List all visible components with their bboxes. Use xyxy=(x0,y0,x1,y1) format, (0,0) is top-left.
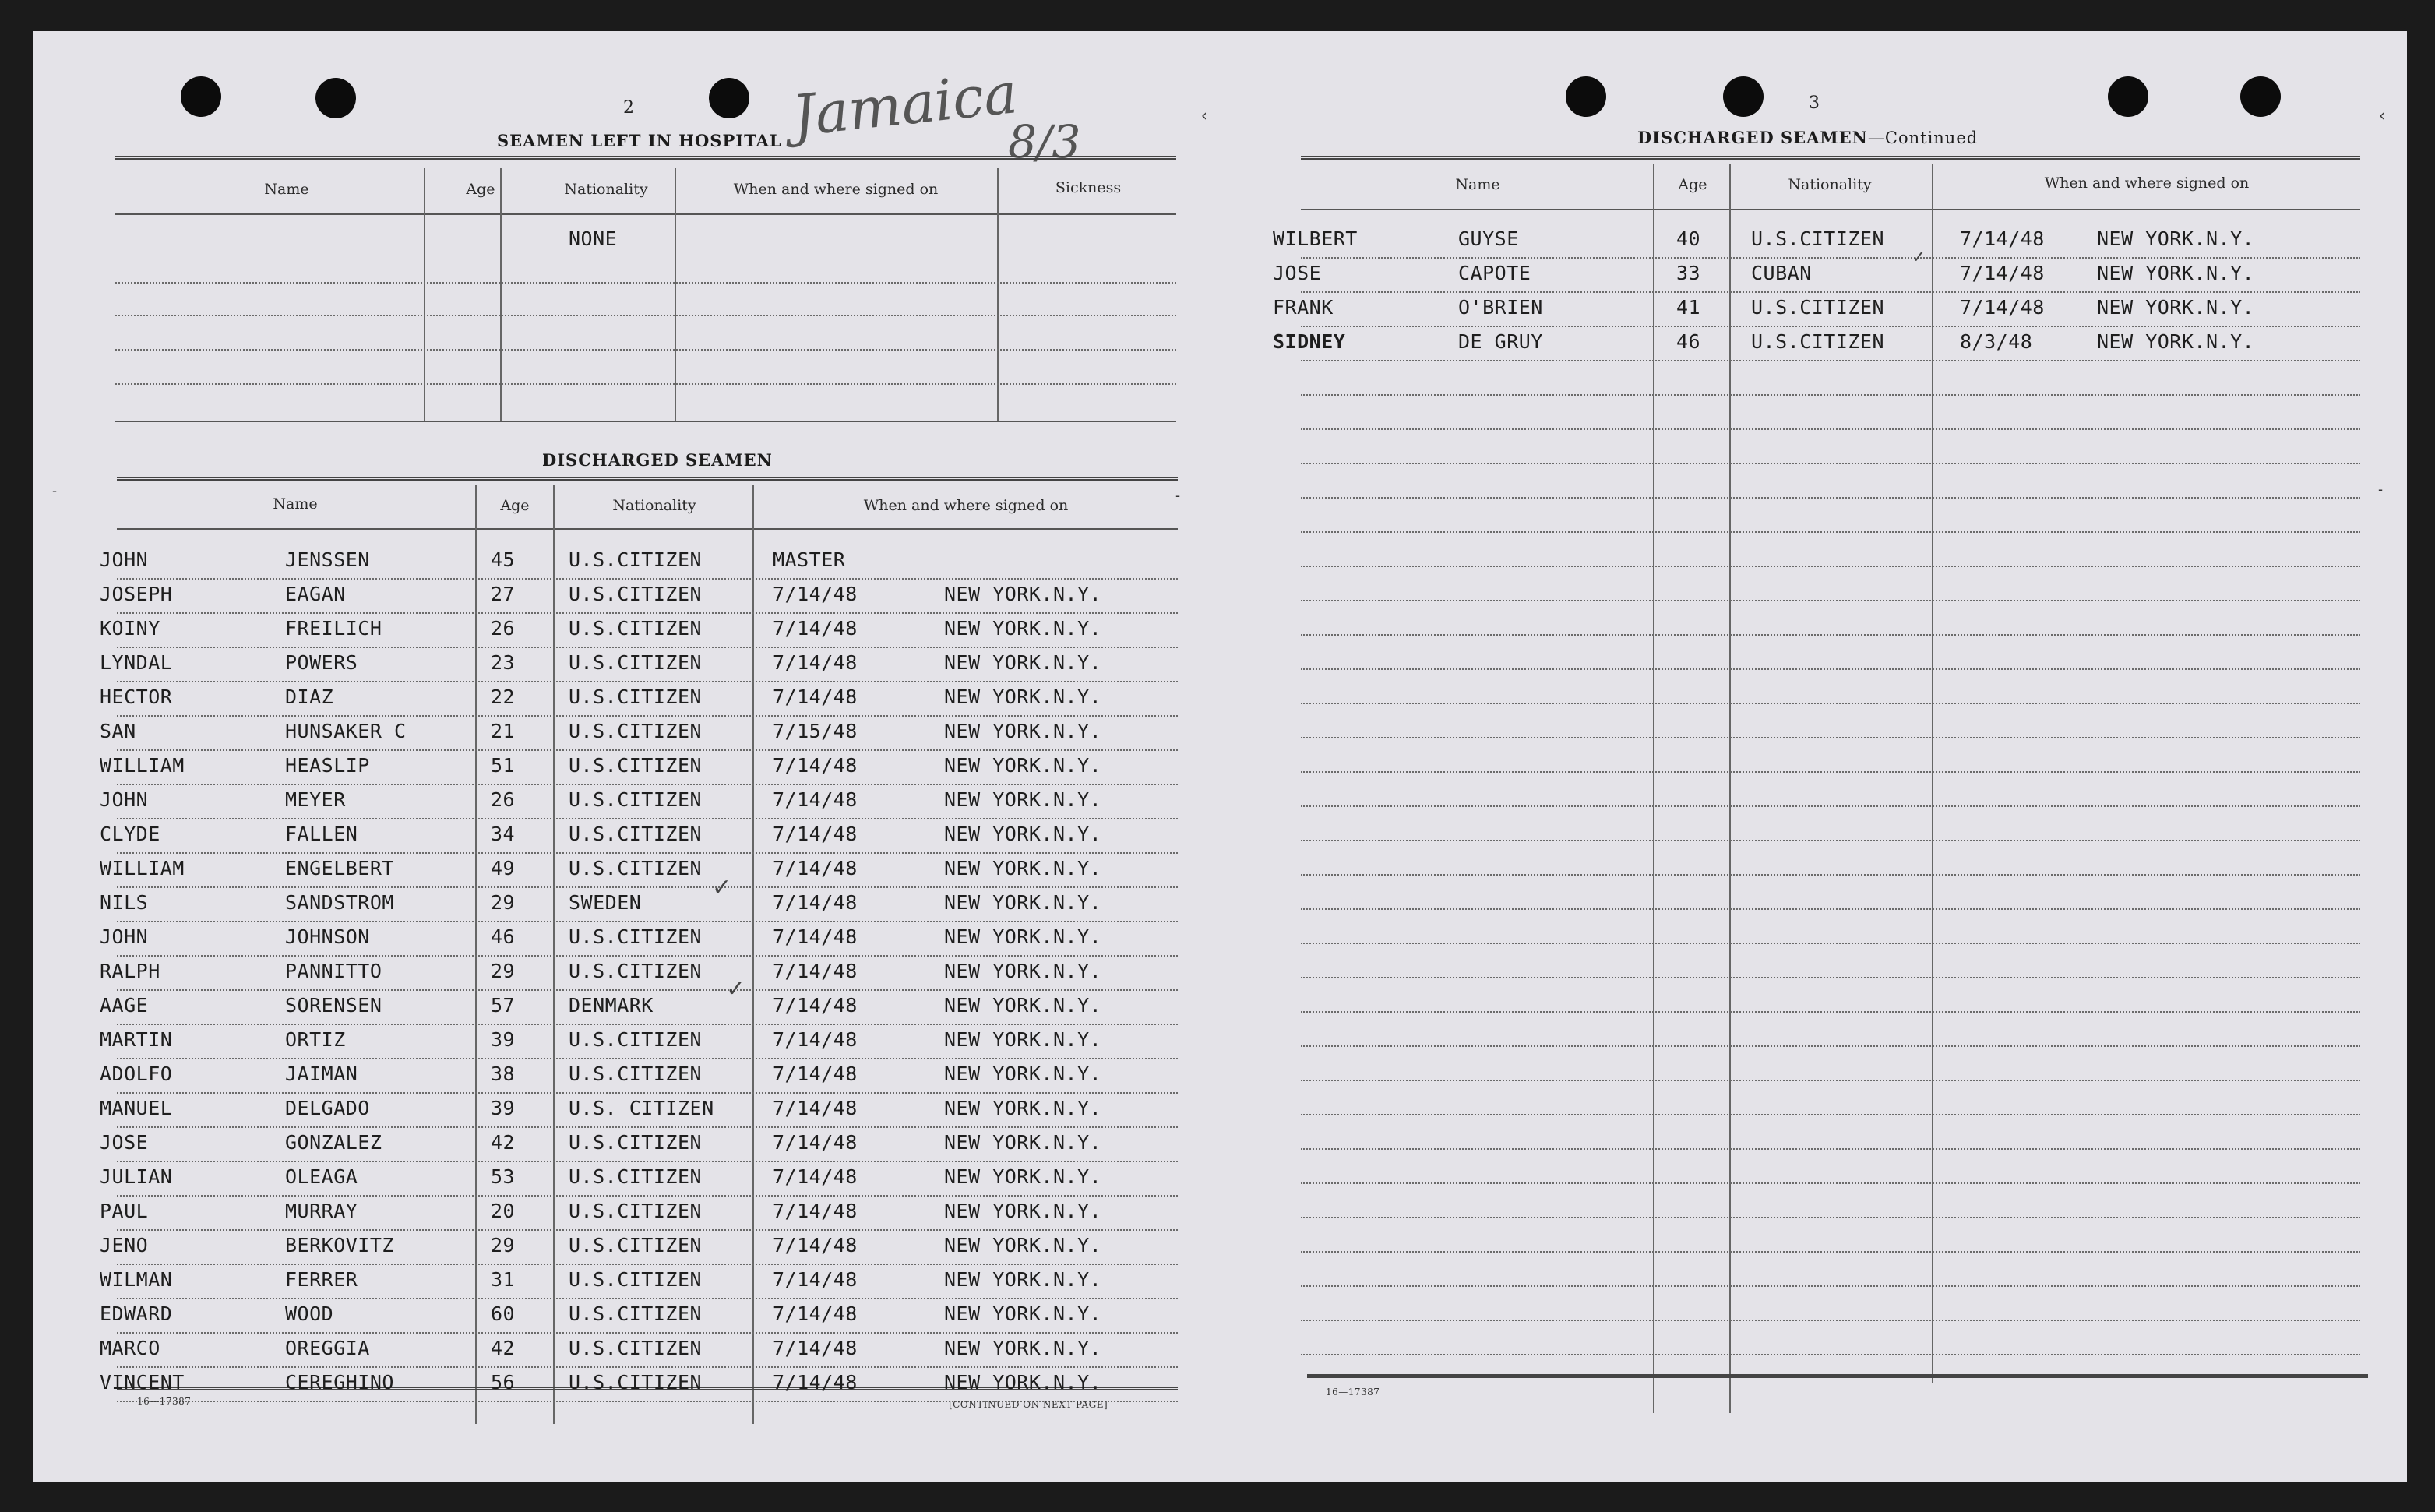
seaman-first-name: JOSE xyxy=(1273,262,1322,284)
seaman-age: 51 xyxy=(491,754,516,777)
signed-on-date: 7/14/48 xyxy=(773,1131,858,1154)
signed-on-date: 7/14/48 xyxy=(773,617,858,640)
row-rule xyxy=(117,1195,1178,1197)
signed-on-date: 7/14/48 xyxy=(773,1063,858,1085)
seaman-age: 26 xyxy=(491,788,516,811)
signed-on-place: NEW YORK.N.Y. xyxy=(944,617,1102,640)
column-header-age: Age xyxy=(500,497,530,514)
seaman-age: 39 xyxy=(491,1097,516,1119)
seaman-nationality: U.S.CITIZEN xyxy=(1751,296,1885,319)
signed-on-date: 7/14/48 xyxy=(1960,227,2045,250)
seaman-first-name: JOSEPH xyxy=(100,583,173,605)
row-rule xyxy=(117,715,1178,717)
seaman-nationality: U.S.CITIZEN xyxy=(569,925,703,948)
seaman-first-name: LYNDAL xyxy=(100,651,173,674)
seaman-last-name: OLEAGA xyxy=(285,1165,358,1188)
manifest-sheet xyxy=(33,31,2407,1482)
column-header-age: Age xyxy=(1678,176,1707,193)
signed-on-date: 7/14/48 xyxy=(773,1268,858,1291)
seaman-age: 26 xyxy=(491,617,516,640)
row-rule xyxy=(117,852,1178,854)
seaman-age: 20 xyxy=(491,1200,516,1222)
row-rule xyxy=(115,315,1176,316)
signed-on-date: 7/14/48 xyxy=(773,823,858,845)
row-rule xyxy=(1301,1080,2360,1081)
seaman-nationality: U.S.CITIZEN xyxy=(569,1302,703,1325)
signed-on-date: 8/3/48 xyxy=(1960,330,2033,353)
signed-on-place: NEW YORK.N.Y. xyxy=(944,1200,1102,1222)
seaman-last-name: FALLEN xyxy=(285,823,358,845)
margin-tick: ˗ xyxy=(2376,480,2386,499)
seaman-last-name: SANDSTROM xyxy=(285,891,394,914)
seaman-age: 60 xyxy=(491,1302,516,1325)
column-header-nationality: Nationality xyxy=(612,497,696,514)
row-rule xyxy=(117,886,1178,888)
row-rule xyxy=(117,1229,1178,1231)
handwritten-annotation: Jamaica xyxy=(789,60,1020,149)
seaman-last-name: MURRAY xyxy=(285,1200,358,1222)
signed-on-place: NEW YORK.N.Y. xyxy=(944,1302,1102,1325)
title-text: DISCHARGED SEAMEN xyxy=(1637,128,1868,147)
punch-hole xyxy=(709,78,749,118)
row-rule xyxy=(117,1264,1178,1265)
row-rule xyxy=(1301,463,2360,464)
seaman-first-name: JOHN xyxy=(100,788,149,811)
seaman-age: 22 xyxy=(491,686,516,708)
seaman-last-name: ORTIZ xyxy=(285,1028,346,1051)
column-header-signed: When and where signed on xyxy=(733,181,939,198)
signed-on-date: 7/15/48 xyxy=(773,720,858,742)
seaman-first-name: WILBERT xyxy=(1273,227,1358,250)
seaman-first-name: WILLIAM xyxy=(100,754,185,777)
hospital-section-title: SEAMEN LEFT IN HOSPITAL xyxy=(497,131,782,150)
row-rule xyxy=(115,383,1176,385)
seaman-age: 45 xyxy=(491,548,516,571)
signed-on-place: NEW YORK.N.Y. xyxy=(944,1371,1102,1394)
punch-hole xyxy=(2240,76,2281,117)
seaman-last-name: CEREGHINO xyxy=(285,1371,394,1394)
signed-on-place: NEW YORK.N.Y. xyxy=(944,1028,1102,1051)
row-rule xyxy=(117,578,1178,580)
signed-on-place: NEW YORK.N.Y. xyxy=(944,1131,1102,1154)
seaman-nationality: U.S.CITIZEN xyxy=(1751,227,1885,250)
signed-on-date: 7/14/48 xyxy=(773,583,858,605)
rule xyxy=(1729,164,1731,1413)
seaman-last-name: O'BRIEN xyxy=(1458,296,1543,319)
seaman-age: 46 xyxy=(1676,330,1701,353)
seaman-first-name: HECTOR xyxy=(100,686,173,708)
signed-on-place: NEW YORK.N.Y. xyxy=(944,1063,1102,1085)
signed-on-place: NEW YORK.N.Y. xyxy=(944,925,1102,948)
column-header-name: Name xyxy=(1455,176,1500,193)
seaman-first-name: NILS xyxy=(100,891,149,914)
punch-hole xyxy=(1566,76,1606,117)
seaman-first-name: FRANK xyxy=(1273,296,1334,319)
row-rule xyxy=(1301,805,2360,807)
row-rule xyxy=(117,1126,1178,1128)
seaman-nationality: U.S. CITIZEN xyxy=(569,1097,714,1119)
signed-on-place: NEW YORK.N.Y. xyxy=(944,583,1102,605)
row-rule xyxy=(1301,634,2360,636)
seaman-first-name: JOSE xyxy=(100,1131,149,1154)
seaman-first-name: SAN xyxy=(100,720,136,742)
rule xyxy=(475,485,477,1424)
seaman-last-name: FERRER xyxy=(285,1268,358,1291)
seaman-age: 49 xyxy=(491,857,516,879)
signed-on-date: 7/14/48 xyxy=(773,1302,858,1325)
row-rule xyxy=(1301,257,2360,259)
seaman-first-name: JOHN xyxy=(100,548,149,571)
seaman-nationality: U.S.CITIZEN xyxy=(569,1200,703,1222)
row-rule xyxy=(117,818,1178,819)
seaman-age: 29 xyxy=(491,960,516,982)
signed-on-place: NEW YORK.N.Y. xyxy=(2097,296,2255,319)
seaman-last-name: BERKOVITZ xyxy=(285,1234,394,1256)
signed-on-place: NEW YORK.N.Y. xyxy=(944,1165,1102,1188)
seaman-age: 42 xyxy=(491,1337,516,1359)
rule xyxy=(115,213,1176,215)
seaman-last-name: SORENSEN xyxy=(285,994,382,1017)
row-rule xyxy=(1301,771,2360,773)
row-rule xyxy=(1301,1148,2360,1150)
column-header-sickness: Sickness xyxy=(1055,179,1122,196)
signed-on-date: 7/14/48 xyxy=(773,1337,858,1359)
handwritten-date: 8/3 xyxy=(1008,115,1081,168)
signed-on-date: 7/14/48 xyxy=(773,857,858,879)
seaman-age: 21 xyxy=(491,720,516,742)
signed-on-date: 7/14/48 xyxy=(773,1028,858,1051)
column-header-name: Name xyxy=(273,495,318,513)
seaman-age: 23 xyxy=(491,651,516,674)
check-mark: ✓ xyxy=(726,975,746,1003)
row-rule xyxy=(1301,874,2360,876)
row-rule xyxy=(1301,668,2360,670)
rule xyxy=(1653,164,1654,1413)
margin-tick: ˗ xyxy=(1173,486,1183,505)
rule xyxy=(117,528,1178,530)
seaman-last-name: DELGADO xyxy=(285,1097,370,1119)
row-rule xyxy=(117,989,1178,991)
row-rule xyxy=(117,1366,1178,1368)
row-rule xyxy=(115,349,1176,351)
seaman-last-name: PANNITTO xyxy=(285,960,382,982)
signed-on-place: NEW YORK.N.Y. xyxy=(944,891,1102,914)
row-rule xyxy=(1301,566,2360,567)
rule xyxy=(1307,1374,2368,1378)
row-rule xyxy=(1301,977,2360,978)
column-header-name: Name xyxy=(264,181,309,198)
row-rule xyxy=(1301,1217,2360,1218)
signed-on-place: NEW YORK.N.Y. xyxy=(2097,227,2255,250)
seaman-age: 31 xyxy=(491,1268,516,1291)
signed-on-date: 7/14/48 xyxy=(773,754,858,777)
seaman-last-name: JAIMAN xyxy=(285,1063,358,1085)
row-rule xyxy=(1301,394,2360,396)
seaman-last-name: GUYSE xyxy=(1458,227,1519,250)
seaman-last-name: DIAZ xyxy=(285,686,334,708)
seaman-last-name: DE GRUY xyxy=(1458,330,1543,353)
seaman-age: 34 xyxy=(491,823,516,845)
signed-on-date: 7/14/48 xyxy=(773,651,858,674)
signed-on-place: NEW YORK.N.Y. xyxy=(2097,330,2255,353)
seaman-nationality: U.S.CITIZEN xyxy=(569,754,703,777)
seaman-nationality: U.S.CITIZEN xyxy=(569,1337,703,1359)
row-rule xyxy=(117,647,1178,648)
row-rule xyxy=(117,784,1178,785)
seaman-first-name: KOINY xyxy=(100,617,160,640)
row-rule xyxy=(117,1024,1178,1025)
seaman-nationality: SWEDEN xyxy=(569,891,642,914)
seaman-age: 53 xyxy=(491,1165,516,1188)
seaman-first-name: MANUEL xyxy=(100,1097,173,1119)
seaman-first-name: AAGE xyxy=(100,994,149,1017)
seaman-age: 29 xyxy=(491,891,516,914)
row-rule xyxy=(1301,1354,2360,1355)
row-rule xyxy=(1301,1182,2360,1184)
row-rule xyxy=(1301,1045,2360,1047)
seaman-first-name: ADOLFO xyxy=(100,1063,173,1085)
row-rule xyxy=(1301,943,2360,944)
seaman-nationality: U.S.CITIZEN xyxy=(569,1268,703,1291)
discharged-section-title: DISCHARGED SEAMEN xyxy=(542,450,773,470)
seaman-last-name: OREGGIA xyxy=(285,1337,370,1359)
row-rule xyxy=(117,612,1178,614)
column-header-nationality: Nationality xyxy=(1788,176,1872,193)
seaman-nationality: U.S.CITIZEN xyxy=(569,548,703,571)
row-rule xyxy=(1301,291,2360,293)
row-rule xyxy=(1301,840,2360,841)
row-rule xyxy=(1301,497,2360,499)
title-suffix: —Continued xyxy=(1867,129,1979,147)
punch-hole xyxy=(2108,76,2148,117)
seaman-first-name: MARTIN xyxy=(100,1028,173,1051)
signed-on-place: NEW YORK.N.Y. xyxy=(944,1337,1102,1359)
seaman-first-name: PAUL xyxy=(100,1200,149,1222)
column-header-nationality: Nationality xyxy=(564,181,648,198)
seaman-first-name: JULIAN xyxy=(100,1165,173,1188)
row-rule xyxy=(1301,600,2360,601)
rule xyxy=(115,156,1176,160)
seaman-first-name: JENO xyxy=(100,1234,149,1256)
signed-on-place: NEW YORK.N.Y. xyxy=(944,857,1102,879)
rule xyxy=(1301,209,2360,210)
seaman-nationality: U.S.CITIZEN xyxy=(569,857,703,879)
seaman-nationality: U.S.CITIZEN xyxy=(569,651,703,674)
column-header-signed: When and where signed on xyxy=(2044,174,2250,192)
row-rule xyxy=(1301,360,2360,361)
seaman-age: 41 xyxy=(1676,296,1701,319)
seaman-age: 38 xyxy=(491,1063,516,1085)
seaman-age: 42 xyxy=(491,1131,516,1154)
seaman-age: 56 xyxy=(491,1371,516,1394)
margin-tick: ‹ xyxy=(1200,106,1210,125)
seaman-nationality: U.S.CITIZEN xyxy=(569,1028,703,1051)
seaman-first-name: RALPH xyxy=(100,960,160,982)
seaman-last-name: HEASLIP xyxy=(285,754,370,777)
punch-hole xyxy=(315,78,356,118)
row-rule xyxy=(1301,737,2360,738)
seaman-first-name: MARCO xyxy=(100,1337,160,1359)
signed-on-place: NEW YORK.N.Y. xyxy=(944,788,1102,811)
signed-on-place: NEW YORK.N.Y. xyxy=(944,1097,1102,1119)
signed-on-place: NEW YORK.N.Y. xyxy=(944,994,1102,1017)
seaman-age: 29 xyxy=(491,1234,516,1256)
row-rule xyxy=(1301,1251,2360,1253)
continued-note: [CONTINUED ON NEXT PAGE] xyxy=(949,1399,1108,1410)
seaman-last-name: HUNSAKER C xyxy=(285,720,407,742)
row-rule xyxy=(117,921,1178,922)
seaman-age: 39 xyxy=(491,1028,516,1051)
row-rule xyxy=(1301,531,2360,533)
row-rule xyxy=(117,955,1178,957)
page-number: 2 xyxy=(623,98,634,118)
seaman-first-name: SIDNEY xyxy=(1273,330,1346,353)
row-rule xyxy=(117,1092,1178,1094)
signed-on-place: NEW YORK.N.Y. xyxy=(944,823,1102,845)
seaman-first-name: VINCENT xyxy=(100,1371,185,1394)
seaman-nationality: U.S.CITIZEN xyxy=(569,1063,703,1085)
seaman-last-name: POWERS xyxy=(285,651,358,674)
signed-on-date: 7/14/48 xyxy=(773,960,858,982)
signed-on-place: NEW YORK.N.Y. xyxy=(944,651,1102,674)
signed-on-date: 7/14/48 xyxy=(773,1097,858,1119)
seaman-nationality: CUBAN xyxy=(1751,262,1812,284)
signed-on-place: NEW YORK.N.Y. xyxy=(944,1268,1102,1291)
signed-on-place: NEW YORK.N.Y. xyxy=(2097,262,2255,284)
row-rule xyxy=(117,1161,1178,1162)
seaman-age: 57 xyxy=(491,994,516,1017)
margin-tick: ‹ xyxy=(2377,106,2387,125)
seaman-first-name: JOHN xyxy=(100,925,149,948)
signed-on-date: 7/14/48 xyxy=(773,1165,858,1188)
rule xyxy=(117,477,1178,481)
row-rule xyxy=(117,681,1178,682)
signed-on-date: 7/14/48 xyxy=(773,994,858,1017)
seaman-nationality: U.S.CITIZEN xyxy=(569,1371,703,1394)
row-rule xyxy=(115,282,1176,284)
seaman-first-name: EDWARD xyxy=(100,1302,173,1325)
seaman-last-name: JENSSEN xyxy=(285,548,370,571)
rule xyxy=(553,485,555,1424)
seaman-nationality: U.S.CITIZEN xyxy=(569,788,703,811)
form-number: 16—17387 xyxy=(137,1396,192,1407)
seaman-last-name: FREILICH xyxy=(285,617,382,640)
signed-on-date: 7/14/48 xyxy=(773,891,858,914)
signed-on-date: 7/14/48 xyxy=(773,686,858,708)
signed-on-date: 7/14/48 xyxy=(1960,296,2045,319)
signed-on-place: NEW YORK.N.Y. xyxy=(944,754,1102,777)
punch-hole xyxy=(181,76,221,117)
row-rule xyxy=(1301,428,2360,430)
seaman-nationality: U.S.CITIZEN xyxy=(569,1165,703,1188)
rule xyxy=(752,485,754,1424)
seaman-last-name: JOHNSON xyxy=(285,925,370,948)
rule xyxy=(1932,164,1933,1383)
hospital-entry: NONE xyxy=(569,227,618,250)
seaman-age: 27 xyxy=(491,583,516,605)
seaman-last-name: GONZALEZ xyxy=(285,1131,382,1154)
seaman-nationality: U.S.CITIZEN xyxy=(569,583,703,605)
signed-on-place: NEW YORK.N.Y. xyxy=(944,686,1102,708)
seaman-last-name: EAGAN xyxy=(285,583,346,605)
check-mark: ✓ xyxy=(1912,248,1926,267)
seaman-nationality: U.S.CITIZEN xyxy=(569,1234,703,1256)
seaman-first-name: CLYDE xyxy=(100,823,160,845)
row-rule xyxy=(117,1298,1178,1299)
signed-on-date: 7/14/48 xyxy=(773,1371,858,1394)
check-mark: ✓ xyxy=(712,874,732,901)
punch-hole xyxy=(1723,76,1764,117)
form-number: 16—17387 xyxy=(1326,1387,1380,1397)
seaman-age: 33 xyxy=(1676,262,1701,284)
row-rule xyxy=(1301,1320,2360,1321)
row-rule xyxy=(1301,703,2360,704)
row-rule xyxy=(1301,1011,2360,1013)
signed-on-place: NEW YORK.N.Y. xyxy=(944,960,1102,982)
rule xyxy=(1301,156,2360,160)
seaman-nationality: U.S.CITIZEN xyxy=(1751,330,1885,353)
row-rule xyxy=(117,749,1178,751)
rule xyxy=(115,421,1176,422)
seaman-last-name: CAPOTE xyxy=(1458,262,1531,284)
seaman-last-name: MEYER xyxy=(285,788,346,811)
row-rule xyxy=(117,1058,1178,1059)
signed-on-place: NEW YORK.N.Y. xyxy=(944,1234,1102,1256)
row-rule xyxy=(1301,908,2360,910)
row-rule xyxy=(1301,1285,2360,1287)
seaman-first-name: WILMAN xyxy=(100,1268,173,1291)
seaman-nationality: U.S.CITIZEN xyxy=(569,686,703,708)
seaman-last-name: WOOD xyxy=(285,1302,334,1325)
seaman-age: 40 xyxy=(1676,227,1701,250)
signed-on-date: MASTER xyxy=(773,548,846,571)
seaman-age: 46 xyxy=(491,925,516,948)
seaman-nationality: U.S.CITIZEN xyxy=(569,960,703,982)
signed-on-date: 7/14/48 xyxy=(773,925,858,948)
row-rule xyxy=(117,1332,1178,1334)
seaman-nationality: U.S.CITIZEN xyxy=(569,1131,703,1154)
signed-on-date: 7/14/48 xyxy=(773,1200,858,1222)
seaman-nationality: U.S.CITIZEN xyxy=(569,823,703,845)
signed-on-place: NEW YORK.N.Y. xyxy=(944,720,1102,742)
signed-on-date: 7/14/48 xyxy=(773,788,858,811)
seaman-last-name: ENGELBERT xyxy=(285,857,394,879)
discharged-continued-title xyxy=(1637,128,1978,147)
page-number: 3 xyxy=(1809,93,1820,113)
seaman-nationality: U.S.CITIZEN xyxy=(569,617,703,640)
row-rule xyxy=(1301,1114,2360,1115)
row-rule xyxy=(1301,326,2360,327)
signed-on-date: 7/14/48 xyxy=(1960,262,2045,284)
column-header-age: Age xyxy=(466,181,495,198)
seaman-nationality: U.S.CITIZEN xyxy=(569,720,703,742)
margin-tick: ˗ xyxy=(50,481,60,500)
column-header-signed: When and where signed on xyxy=(863,497,1069,514)
signed-on-date: 7/14/48 xyxy=(773,1234,858,1256)
seaman-first-name: WILLIAM xyxy=(100,857,185,879)
seaman-nationality: DENMARK xyxy=(569,994,654,1017)
